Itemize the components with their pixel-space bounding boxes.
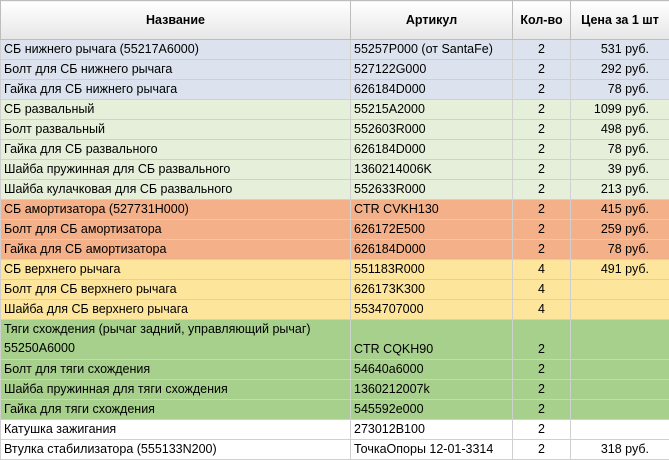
cell-price[interactable]: 1099 руб. <box>571 100 669 120</box>
cell-name[interactable]: Гайка для СБ развального <box>1 140 351 160</box>
header-qty[interactable]: Кол-во <box>513 1 571 40</box>
cell-qty[interactable]: 2 <box>513 100 571 120</box>
cell-article[interactable]: 5534707000 <box>351 300 513 320</box>
cell-article[interactable]: 551183R000 <box>351 260 513 280</box>
cell-article[interactable]: 55215A2000 <box>351 100 513 120</box>
cell-qty[interactable]: 2 <box>513 200 571 220</box>
cell-article[interactable]: 273012B100 <box>351 420 513 440</box>
cell-qty[interactable]: 4 <box>513 280 571 300</box>
cell-qty[interactable]: 2 <box>513 220 571 240</box>
cell-article[interactable]: 626184D000 <box>351 240 513 260</box>
table-row <box>1 80 669 100</box>
cell-qty[interactable]: 2 <box>513 160 571 180</box>
cell-price[interactable]: 78 руб. <box>571 240 669 260</box>
header-name[interactable]: Название <box>1 1 351 40</box>
cell-article[interactable]: 626173K300 <box>351 280 513 300</box>
cell-qty[interactable]: 2 <box>513 120 571 140</box>
cell-price[interactable]: 292 руб. <box>571 60 669 80</box>
table-row <box>1 120 669 140</box>
table-row <box>1 440 669 460</box>
cell-price[interactable]: 259 руб. <box>571 220 669 240</box>
header-price[interactable]: Цена за 1 шт <box>571 1 669 40</box>
cell-article[interactable]: 1360214006K <box>351 160 513 180</box>
cell-price[interactable]: 318 руб. <box>571 440 669 460</box>
cell-qty[interactable]: 2 <box>513 60 571 80</box>
table-row <box>1 160 669 180</box>
table-row <box>1 400 669 420</box>
cell-name[interactable]: Тяги схождения (рычаг задний, управляющий рычаг) 55250A6000 <box>1 320 351 360</box>
cell-article[interactable]: 54640a6000 <box>351 360 513 380</box>
cell-qty[interactable]: 4 <box>513 300 571 320</box>
cell-qty[interactable]: 2 <box>513 380 571 400</box>
table-row <box>1 140 669 160</box>
cell-name[interactable]: СБ верхнего рычага <box>1 260 351 280</box>
cell-name[interactable]: Втулка стабилизатора (555133N200) <box>1 440 351 460</box>
table-row <box>1 320 669 360</box>
cell-qty[interactable]: 2 <box>513 320 571 360</box>
cell-qty[interactable]: 2 <box>513 240 571 260</box>
cell-article[interactable]: 527122G000 <box>351 60 513 80</box>
table-row <box>1 280 669 300</box>
table-row <box>1 220 669 240</box>
cell-name[interactable]: Шайба для СБ верхнего рычага <box>1 300 351 320</box>
cell-article[interactable]: 1360212007k <box>351 380 513 400</box>
cell-price[interactable]: 498 руб. <box>571 120 669 140</box>
table-row <box>1 60 669 80</box>
table-row <box>1 180 669 200</box>
cell-name[interactable]: Болт развальный <box>1 120 351 140</box>
table-row <box>1 260 669 280</box>
table-row <box>1 380 669 400</box>
cell-price[interactable] <box>571 360 669 380</box>
cell-article[interactable]: 552633R000 <box>351 180 513 200</box>
cell-name[interactable]: СБ развальный <box>1 100 351 120</box>
cell-article[interactable]: 552603R000 <box>351 120 513 140</box>
cell-name[interactable]: СБ нижнего рычага (55217А6000) <box>1 40 351 60</box>
cell-price[interactable] <box>571 300 669 320</box>
cell-price[interactable] <box>571 380 669 400</box>
table-row <box>1 360 669 380</box>
cell-article[interactable]: 55257P000 (от SantaFe) <box>351 40 513 60</box>
cell-qty[interactable]: 2 <box>513 400 571 420</box>
cell-qty[interactable]: 2 <box>513 40 571 60</box>
table-row <box>1 240 669 260</box>
header-row <box>1 1 669 40</box>
cell-price[interactable]: 213 руб. <box>571 180 669 200</box>
cell-article[interactable]: CTR CQKH90 <box>351 320 513 360</box>
cell-name[interactable]: Болт для СБ амортизатора <box>1 220 351 240</box>
cell-article[interactable]: CTR CVKH130 <box>351 200 513 220</box>
cell-name[interactable]: Гайка для СБ нижнего рычага <box>1 80 351 100</box>
cell-name[interactable]: Шайба пружинная для тяги схождения <box>1 380 351 400</box>
cell-name[interactable]: Болт для СБ нижнего рычага <box>1 60 351 80</box>
table-row <box>1 40 669 60</box>
cell-qty[interactable]: 2 <box>513 140 571 160</box>
cell-qty[interactable]: 2 <box>513 80 571 100</box>
cell-article[interactable]: ТочкаОпоры 12-01-3314 <box>351 440 513 460</box>
cell-qty[interactable]: 2 <box>513 420 571 440</box>
cell-price[interactable]: 78 руб. <box>571 140 669 160</box>
table-row <box>1 100 669 120</box>
cell-name[interactable]: Катушка зажигания <box>1 420 351 440</box>
cell-qty[interactable]: 2 <box>513 180 571 200</box>
cell-article[interactable]: 626184D000 <box>351 140 513 160</box>
header-article[interactable]: Артикул <box>351 1 513 40</box>
cell-price[interactable]: 491 руб. <box>571 260 669 280</box>
cell-qty[interactable]: 2 <box>513 360 571 380</box>
cell-name[interactable]: Гайка для тяги схождения <box>1 400 351 420</box>
table-row <box>1 300 669 320</box>
table-row <box>1 420 669 440</box>
cell-name[interactable]: Болт для СБ верхнего рычага <box>1 280 351 300</box>
cell-price[interactable]: 78 руб. <box>571 80 669 100</box>
table-row <box>1 200 669 220</box>
cell-price[interactable] <box>571 420 669 440</box>
cell-qty[interactable]: 2 <box>513 440 571 460</box>
cell-price[interactable]: 415 руб. <box>571 200 669 220</box>
cell-price[interactable]: 39 руб. <box>571 160 669 180</box>
cell-article[interactable]: 626172E500 <box>351 220 513 240</box>
cell-article[interactable]: 545592e000 <box>351 400 513 420</box>
cell-article[interactable]: 626184D000 <box>351 80 513 100</box>
cell-qty[interactable]: 4 <box>513 260 571 280</box>
cell-price[interactable]: 531 руб. <box>571 40 669 60</box>
cell-name[interactable]: Шайба пружинная для СБ развального <box>1 160 351 180</box>
cell-name[interactable]: Гайка для СБ амортизатора <box>1 240 351 260</box>
cell-price[interactable] <box>571 400 669 420</box>
cell-price[interactable] <box>571 280 669 300</box>
cell-price[interactable] <box>571 320 669 360</box>
cell-name[interactable]: Болт для тяги схождения <box>1 360 351 380</box>
cell-name[interactable]: Шайба кулачковая для СБ развального <box>1 180 351 200</box>
cell-name[interactable]: СБ амортизатора (527731H000) <box>1 200 351 220</box>
